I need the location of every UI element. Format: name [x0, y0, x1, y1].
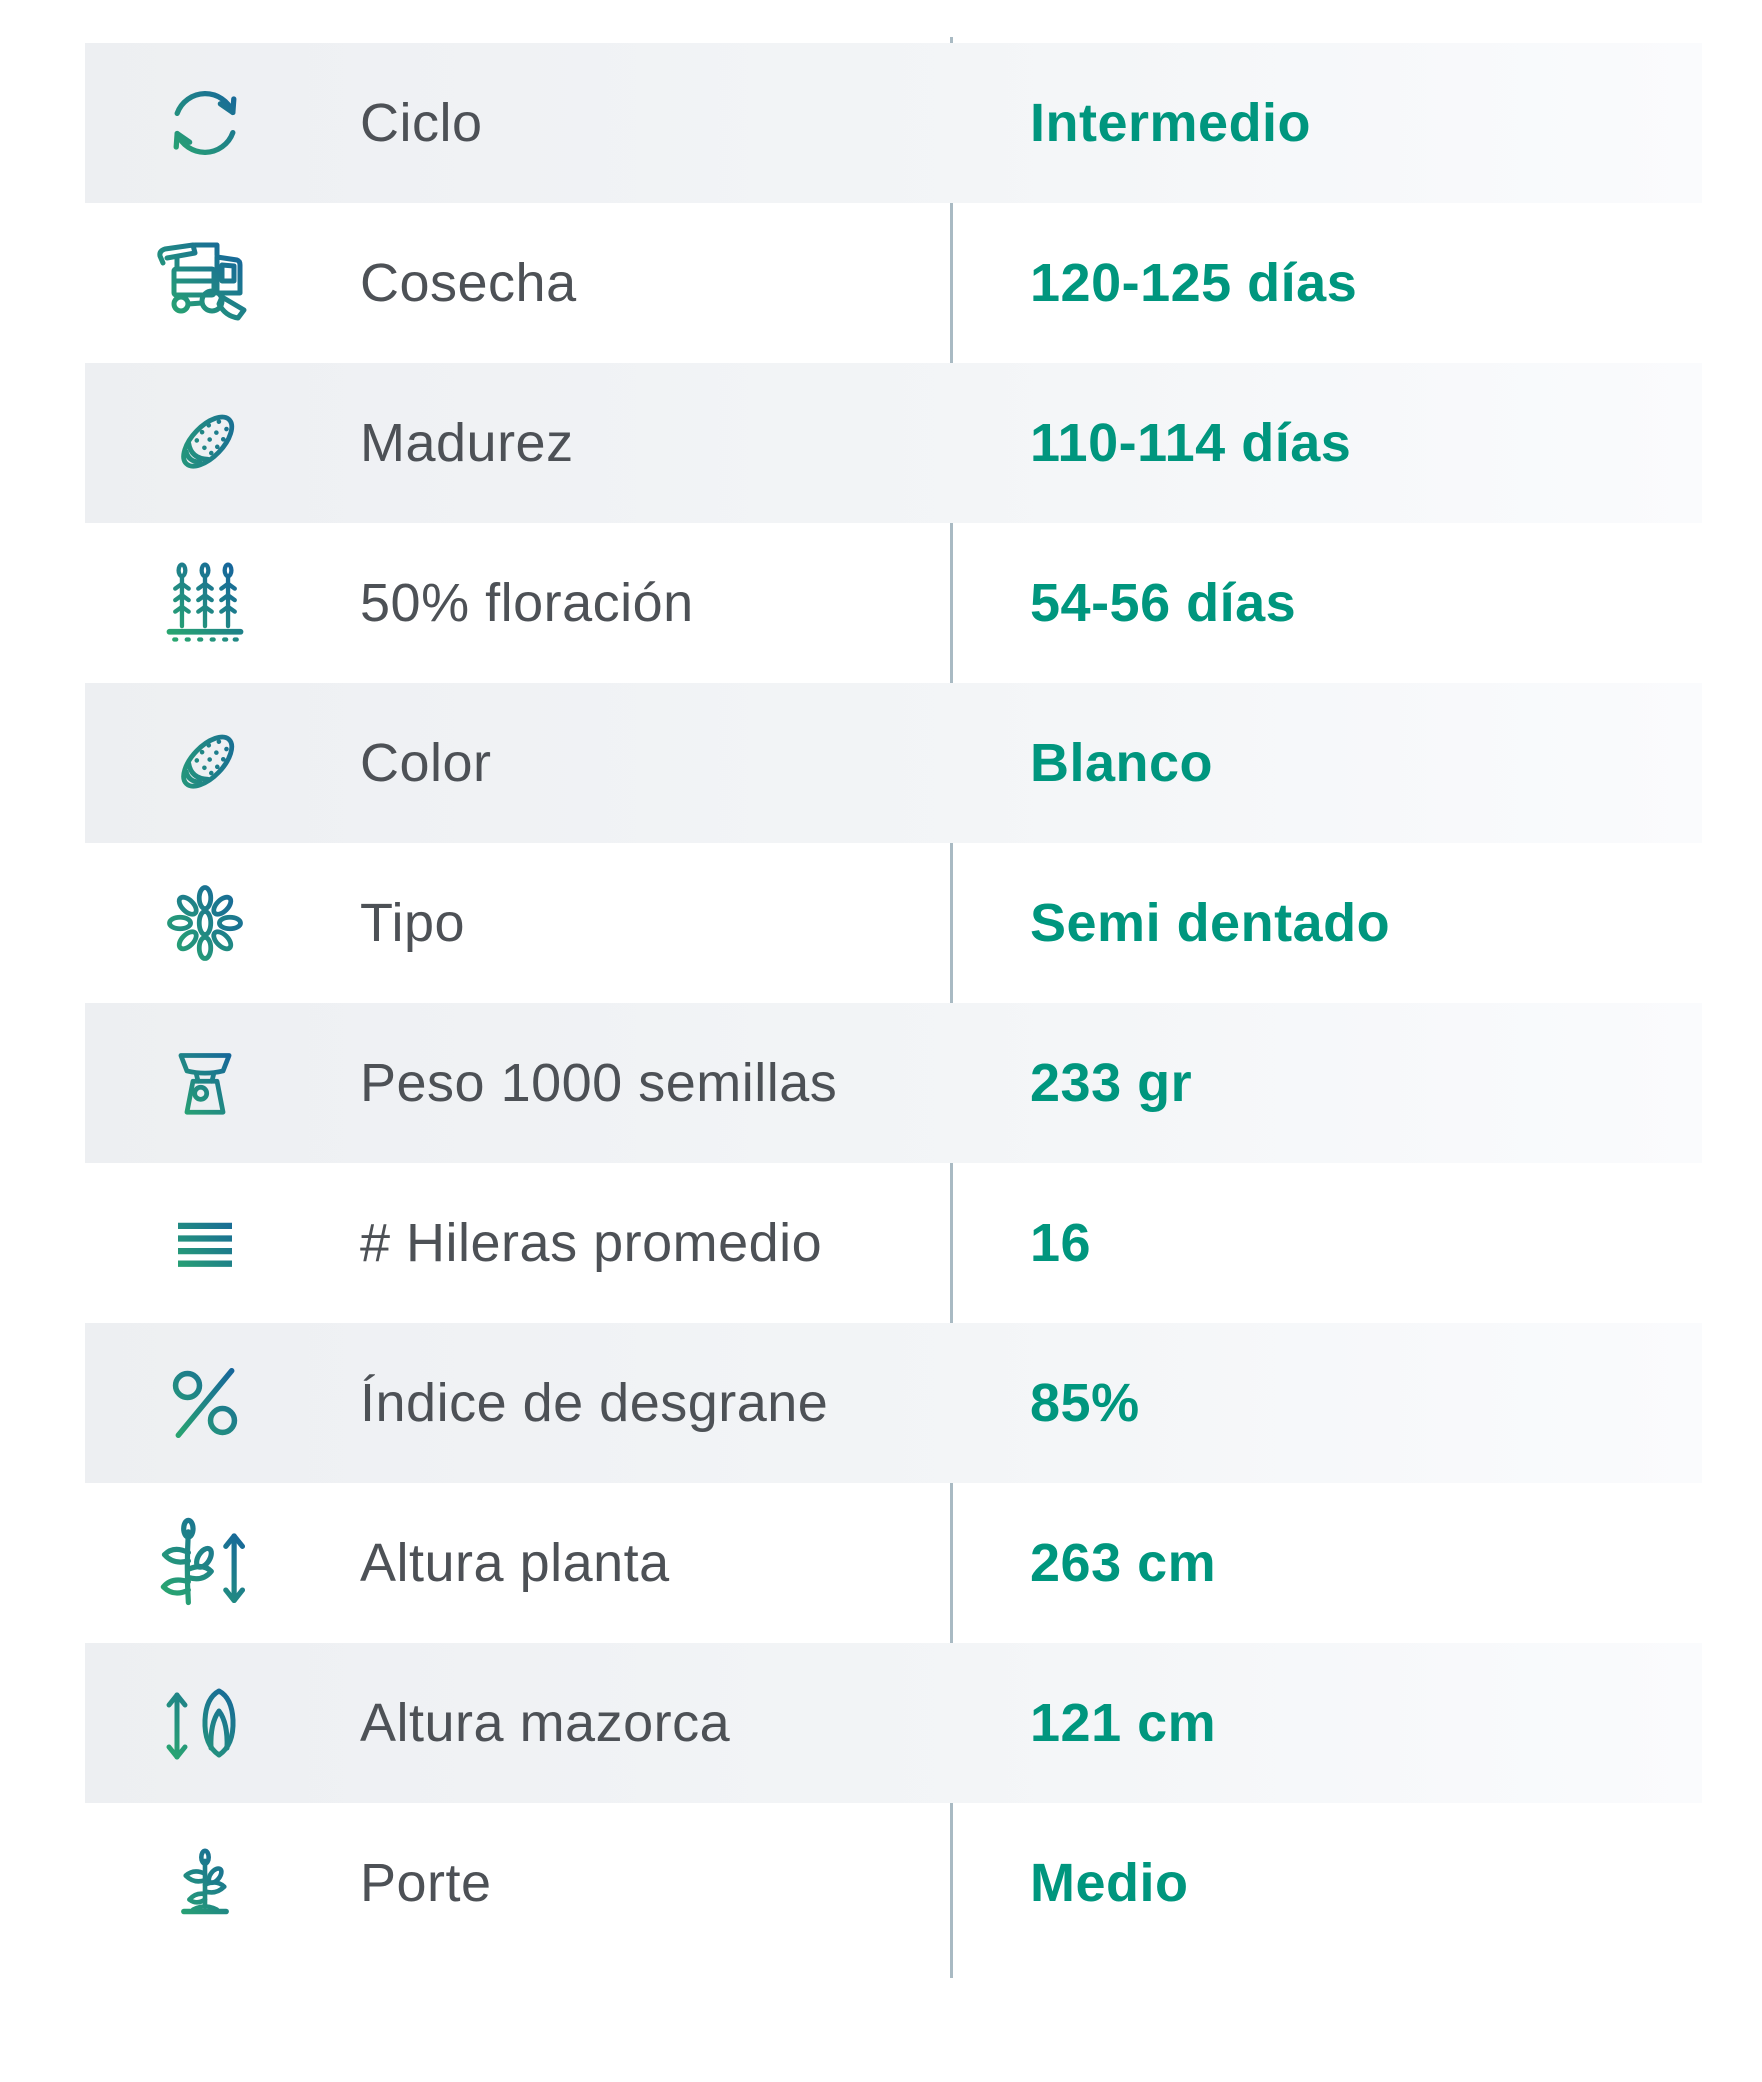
row-value: 233 gr	[1030, 1053, 1193, 1113]
harvester-icon	[155, 233, 255, 333]
table-row	[85, 1483, 1702, 1643]
row-label: Color	[360, 733, 492, 793]
table-row	[85, 683, 1702, 843]
row-label: 50% floración	[360, 573, 694, 633]
table-row	[85, 1163, 1702, 1323]
row-value: Medio	[1030, 1853, 1189, 1913]
flowering-icon	[157, 555, 253, 651]
row-label: Tipo	[360, 893, 466, 953]
row-label: Porte	[360, 1853, 492, 1913]
table-row	[85, 843, 1702, 1003]
seeds-icon	[157, 875, 253, 971]
row-label: Altura mazorca	[360, 1693, 731, 1753]
table-row	[85, 203, 1702, 363]
percent-icon	[159, 1357, 251, 1449]
row-label: Peso 1000 semillas	[360, 1053, 838, 1113]
row-label: Altura planta	[360, 1533, 670, 1593]
row-value: 110-114 días	[1030, 413, 1352, 473]
row-value: 85%	[1030, 1373, 1140, 1433]
table-row	[85, 43, 1702, 203]
table-row	[85, 1803, 1702, 1963]
cycle-icon	[157, 75, 253, 171]
ear-height-icon	[155, 1673, 255, 1773]
plant-icon	[159, 1833, 251, 1933]
corn-cob-icon	[157, 395, 253, 491]
row-value: 263 cm	[1030, 1533, 1217, 1593]
row-value: Semi dentado	[1030, 893, 1391, 953]
scale-icon	[162, 1035, 248, 1131]
table-row	[85, 1323, 1702, 1483]
row-label: Índice de desgrane	[360, 1373, 829, 1433]
table-row	[85, 363, 1702, 523]
row-value: 121 cm	[1030, 1693, 1217, 1753]
row-value: 120-125 días	[1030, 253, 1358, 313]
spec-rows	[0, 43, 1702, 1963]
row-value: 54-56 días	[1030, 573, 1297, 633]
row-label: Ciclo	[360, 93, 483, 153]
plant-height-icon	[153, 1511, 257, 1615]
row-value: 16	[1030, 1213, 1092, 1273]
row-label: Cosecha	[360, 253, 577, 313]
row-value: Intermedio	[1030, 93, 1312, 153]
row-label: # Hileras promedio	[360, 1213, 823, 1273]
row-label: Madurez	[360, 413, 574, 473]
table-row	[85, 1003, 1702, 1163]
table-row	[85, 523, 1702, 683]
rows-icon	[160, 1198, 250, 1288]
row-value: Blanco	[1030, 733, 1214, 793]
corn-cob-icon	[157, 715, 253, 811]
table-row	[85, 1643, 1702, 1803]
